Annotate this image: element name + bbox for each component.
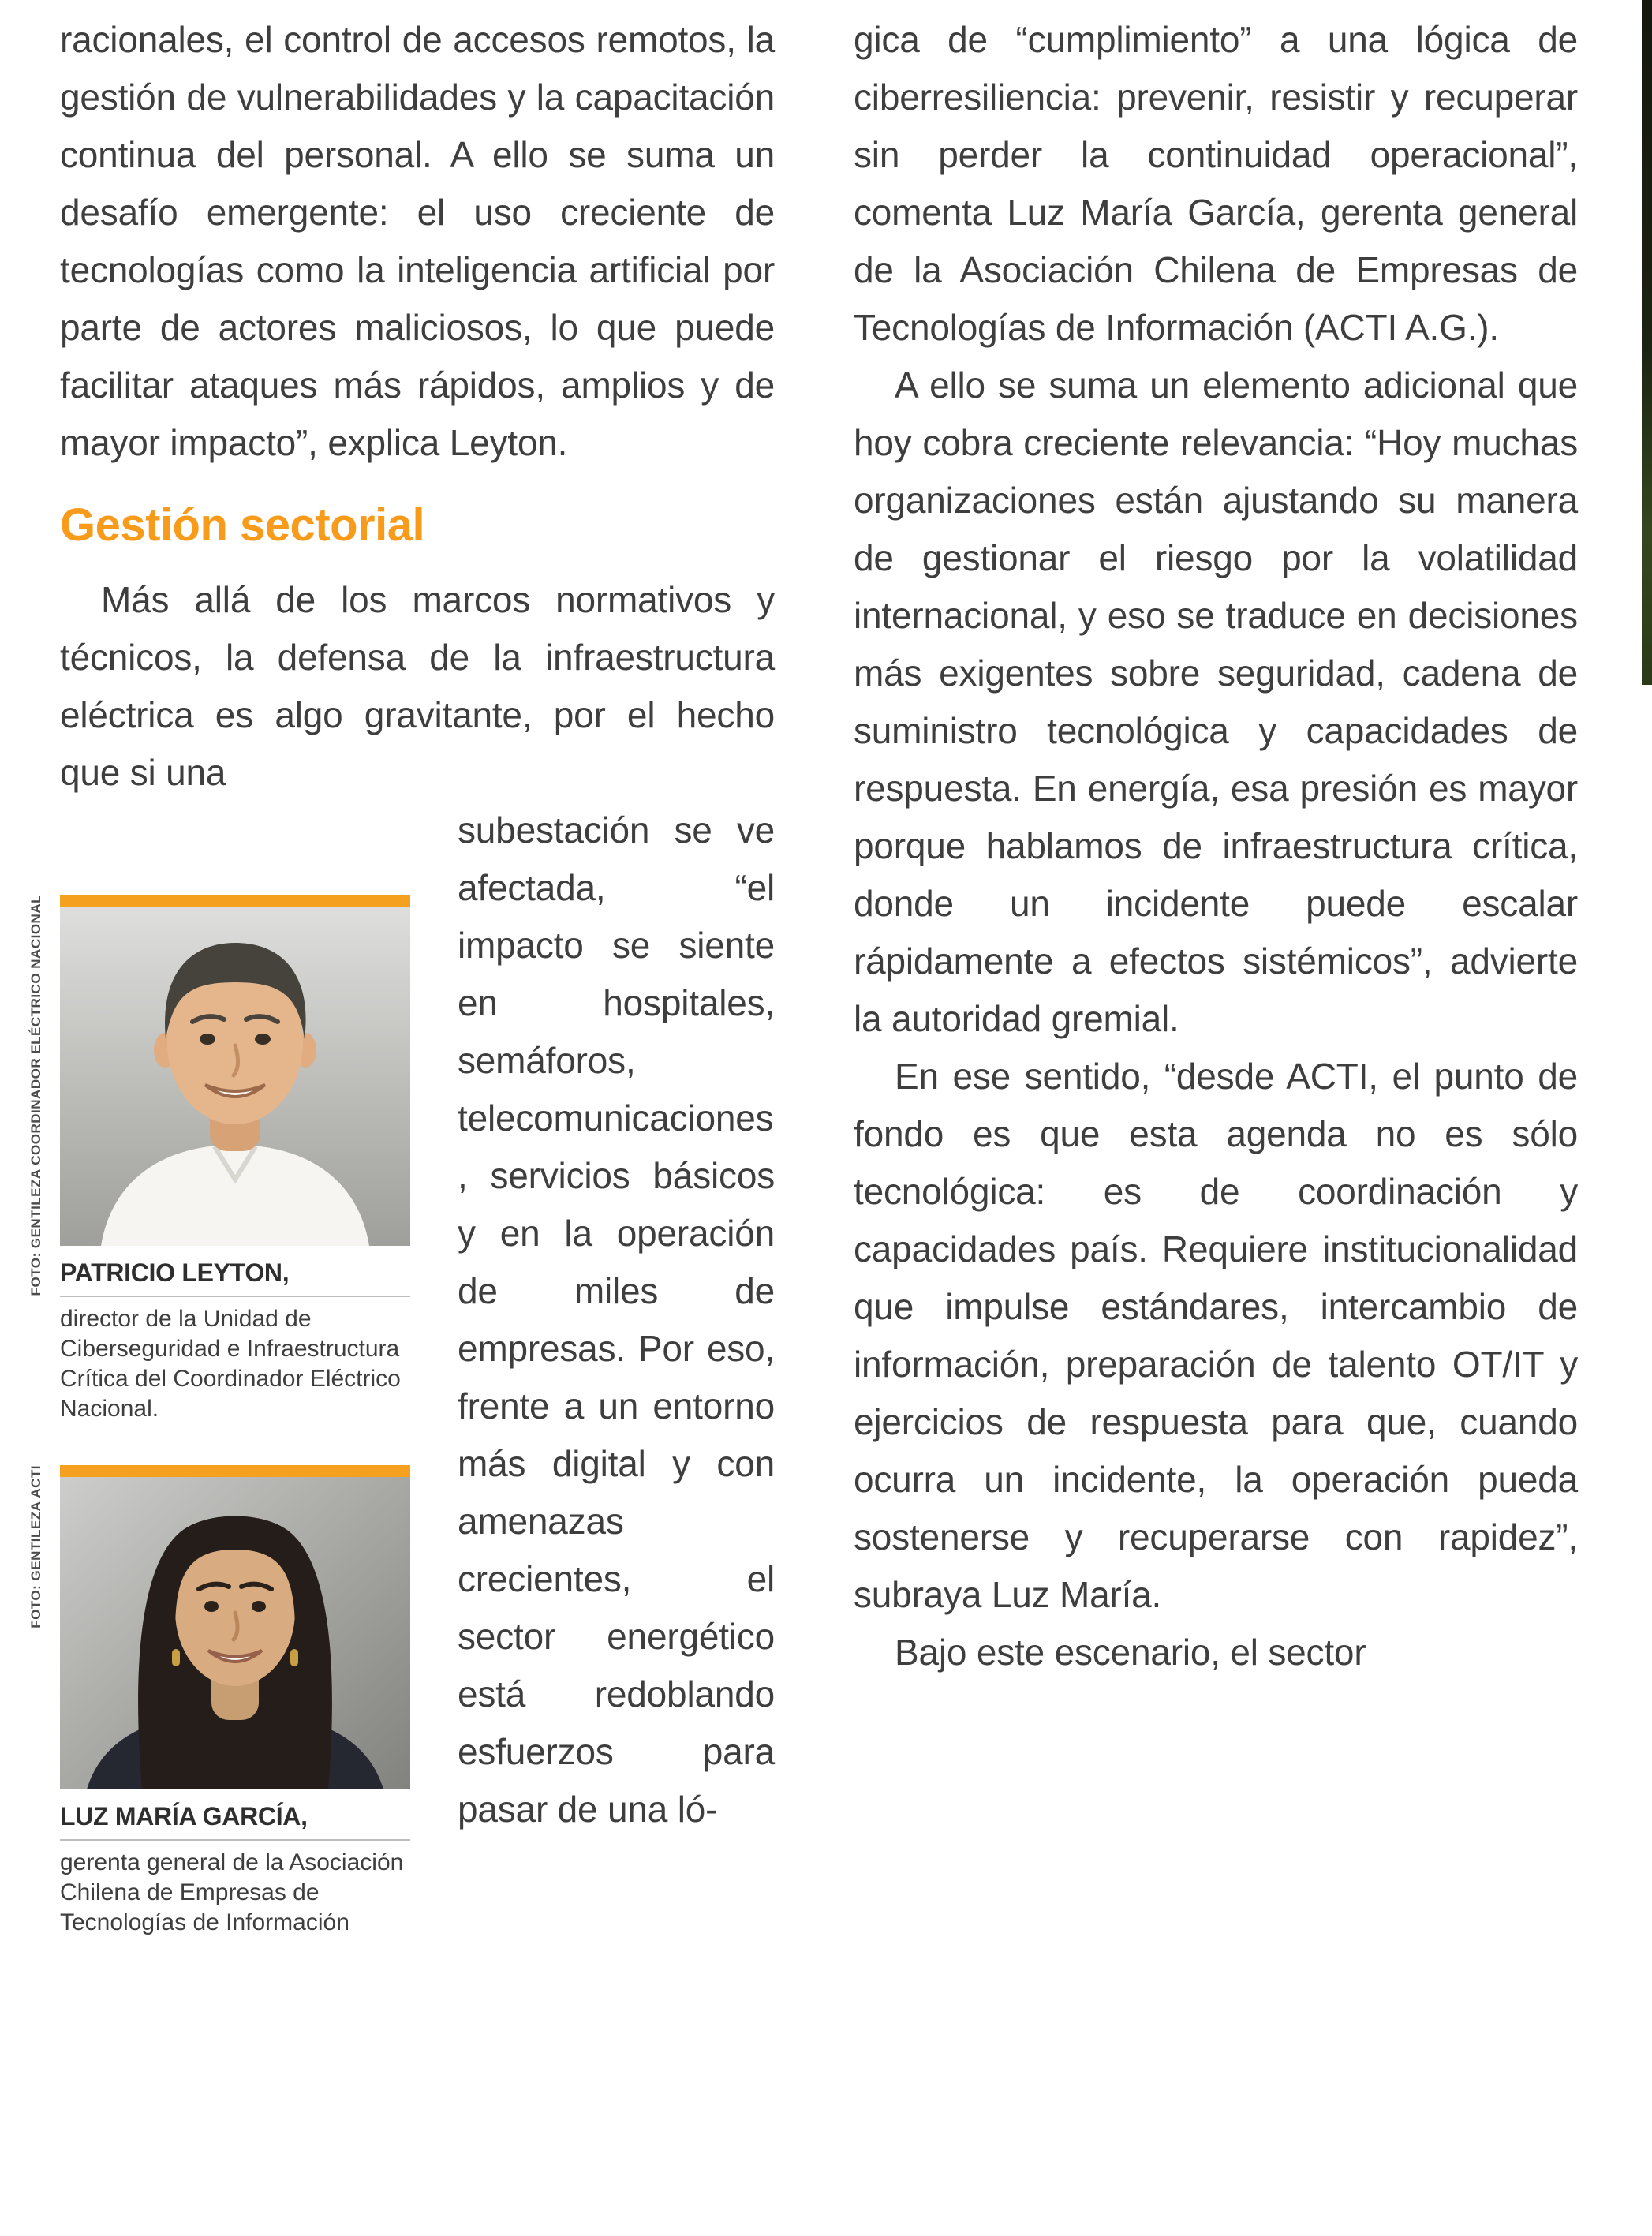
portrait-photo-patricio-leyton (60, 907, 410, 1246)
section-heading: Gestión sectorial (60, 499, 425, 551)
caption-name: LUZ MARÍA GARCÍA, (60, 1802, 410, 1841)
caption-name: PATRICIO LEYTON, (60, 1258, 410, 1297)
photo-group-luz-maria-garcia (28, 1465, 410, 1938)
paragraph: A ello se suma un elemento adicional que hoy cobra creciente relevancia: “Hoy muchas organizaciones están ajustando su manera de gestionar el riesgo por la volatilidad internacional, y eso se traduce en decisiones más exigentes sobre seguridad, cadena de suministro tecnológica y capacidades de respuesta. En energía, esa presión es mayor porque hablamos de infraestructura crítica, donde un incidente puede escalar rápidamente a efectos sistémicos”, advierte la autoridad gremial. (854, 365, 1578, 1039)
paragraph-intro: Más allá de los marcos normativos y técnicos, la defensa de la infraestructura eléctrica es algo gravitante, por el hecho que si una (60, 579, 775, 793)
photo-credit-vertical: FOTO: GENTILEZA COORDINADOR ELÉCTRICO NACIONAL (28, 895, 43, 1296)
photos-column (28, 895, 410, 1938)
photo-group-patricio-leyton (28, 895, 410, 1424)
paragraph-continuation: gica de “cumplimiento” a una lógica de ciberresiliencia: prevenir, resistir y recuperar sin perder la continuidad operacional”, comenta Luz María García, gerenta general de la Asociación Chilena de Empresas de Tecnologías de Información (ACTI A.G.). (854, 19, 1578, 348)
paragraph: En ese sentido, “desde ACTI, el punto de fondo es que esta agenda no es sólo tecnológica: es de coordinación y capacidades país. Requiere institucionalidad que impulse estándares, intercambio de información, preparación de talento OT/IT y ejercicios de respuesta para que, cuando ocurra un incidente, la operación pueda sostenerse y recuperarse con rapidez”, subraya Luz María. (854, 1056, 1578, 1615)
photo-figure (28, 1465, 410, 1789)
photo-accent-bar (60, 1465, 410, 1477)
article-content (28, 11, 1578, 1938)
photo-credit-vertical: FOTO: GENTILEZA ACTI (28, 1465, 43, 1628)
paragraph-continuation: racionales, el control de accesos remotos, la gestión de vulnerabilidades y la capacitación continua del personal. A ello se suma un desafío emergente: el uso creciente de tecnologías como la inteligencia artificial por parte de actores maliciosos, lo que puede facilitar ataques más rápidos, amplios y de mayor impacto”, explica Leyton. (60, 19, 775, 463)
photo-caption (60, 1258, 410, 1424)
left-column (28, 11, 775, 1938)
caption-text: director de la Unidad de Ciberseguridad e Infraestructura Crítica del Coordinador Eléctrico Nacional. (60, 1306, 401, 1422)
photo-accent-bar (60, 895, 410, 907)
photo-caption (60, 1802, 410, 1938)
photo-text-wrap-row (28, 802, 775, 1938)
paragraph: Bajo este escenario, el sector (895, 1632, 1366, 1673)
portrait-photo-luz-maria-garcia (60, 1477, 410, 1789)
caption-text: gerenta general de la Asociación Chilena de Empresas de Tecnologías de Información (60, 1849, 404, 1935)
wrapped-text-column (458, 802, 775, 1938)
paragraph-wrapped: subestación se ve afectada, “el impacto se siente en hospitales, semáforos, telecomunicaciones, servicios básicos y en la operación de miles de empresas. Por eso, frente a un entorno más digital y con amenazas crecientes, el sector energético está redoblando esfuerzos para pasar de una ló- (458, 810, 775, 1830)
page-edge-photo-strip (1642, 0, 1652, 685)
right-column (854, 11, 1578, 1938)
